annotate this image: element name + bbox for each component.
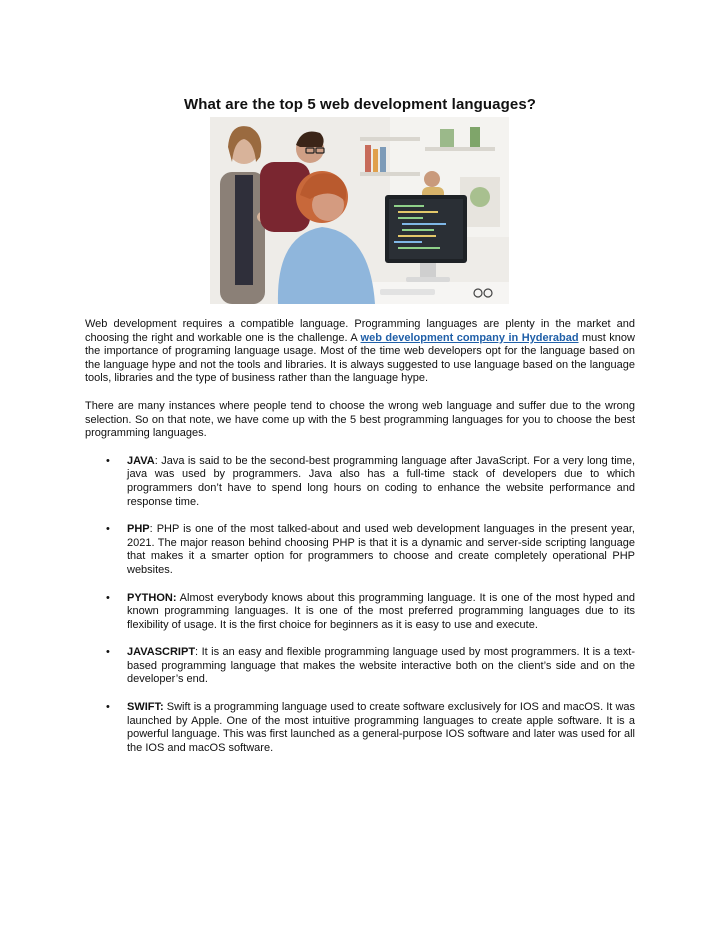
bullet-icon: •	[106, 701, 110, 714]
page-title: What are the top 5 web development languages?	[183, 96, 537, 114]
language-term: SWIFT:	[127, 701, 164, 714]
intro-text-start: Web development requires a compatible language. Programming languages are plenty in the market and choosing the right and workable one is the challenge. A	[85, 318, 635, 344]
term-separator: :	[154, 454, 158, 467]
intro-paragraph	[85, 318, 635, 386]
language-description: Swift is a programming language used to create software exclusively for IOS and macOS. It was launched by Apple. One of the most intuitive programming languages to create apple software. It is a powerful language. This was first launched as a general-purpose IOS software and later was used for all the IOS and macOS software.	[127, 701, 635, 754]
list-item-java	[85, 455, 635, 509]
language-description: Java is said to be the second-best programming language after JavaScript. For a very long time, java was used by programmers. Java also has a full-time stack of developers due to which programmers don’t have to spend long hours on coding to enhance the website performance and response time.	[127, 454, 635, 508]
team-at-computer-illustration	[210, 117, 509, 304]
language-term: PYTHON:	[127, 591, 177, 604]
list-item-swift	[85, 701, 635, 755]
list-item-javascript	[85, 646, 635, 687]
web-development-company-link[interactable]: web development company in Hyderabad	[360, 331, 579, 344]
language-term: JAVA	[127, 454, 155, 467]
bullet-icon: •	[106, 523, 110, 536]
languages-list	[85, 455, 635, 756]
language-description: Almost everybody knows about this programming language. It is one of the most hyped and known programming languages. It is one of the most preferred programming languages due to its flexibility of usage. It is the first choice for beginners as it is easy to use and execute.	[127, 591, 635, 631]
intro-text-end: must know the importance of programing language usage. Most of the time web developers opt for the language based on the language hype and not the tools and libraries. It is always suggested to use language based on the language tools, libraries and the type of business rather than the language hype.	[85, 331, 635, 385]
office-team-photo	[210, 117, 509, 304]
bullet-icon: •	[106, 646, 110, 659]
article-body	[85, 318, 635, 769]
term-separator: :	[149, 523, 153, 536]
language-description: PHP is one of the most talked-about and used web development languages in the present year, 2021. The major reason behind choosing PHP is that it is a dynamic and server-side scripting language that makes it a smarter option for programmers to choose and create completely operational PHP websites.	[127, 523, 635, 576]
language-description: It is an easy and flexible programming language used by most programmers. It is a text-based programming language that makes the website interactive both on the client’s side and on the developer’s end.	[127, 646, 635, 686]
bullet-icon: •	[106, 454, 110, 467]
list-item-python	[85, 592, 635, 633]
term-separator: :	[195, 646, 199, 659]
selection-paragraph: There are many instances where people tend to choose the wrong web language and suffer due to the wrong selection. So on that note, we have come up with the 5 best programming languages for you to choose the best programming languages.	[85, 399, 635, 440]
language-term: JAVASCRIPT	[127, 646, 196, 659]
bullet-icon: •	[106, 591, 110, 604]
language-term: PHP	[127, 523, 150, 536]
list-item-php	[85, 523, 635, 577]
